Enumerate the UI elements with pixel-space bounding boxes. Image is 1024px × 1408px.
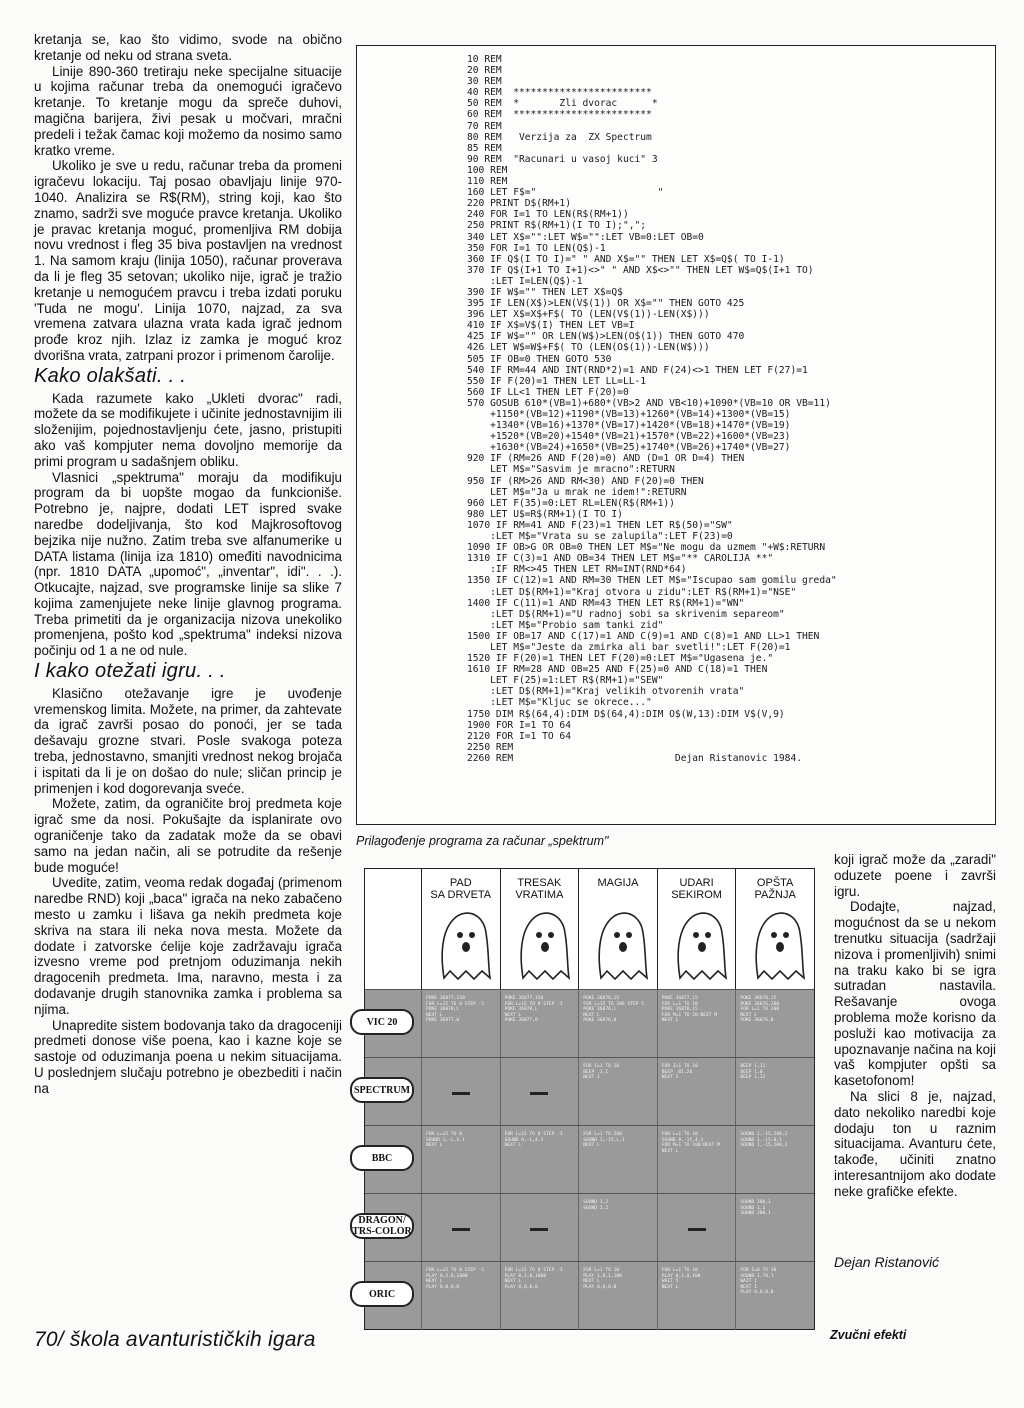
code-line: 1520 IF F(20)=1 THEN LET F(20)=0:LET M$="Ugasena je." — [467, 653, 774, 665]
code-line: 540 IF RM=44 AND INT(RND*2)=1 AND F(24)<>1 THEN LET F(27)=1 — [467, 364, 808, 376]
code-line: :LET D$(RM+1)="Kraj otvora u zidu":LET R$(RM+1)="NSE" — [467, 586, 797, 598]
table-cell — [421, 1194, 500, 1262]
section-heading: Kako olakšati. . . — [34, 364, 187, 387]
paragraph: kretanja se, kao što vidimo, svode na obično kretanje od neku od strana sveta. — [34, 32, 342, 63]
table-cell — [500, 1194, 579, 1262]
code-line: 60 REM ************************ — [467, 109, 652, 121]
code-line: +1630*(VB=24)+1650*(VB=25)+1740*(VB=26)+1740*(VB=27) — [467, 442, 791, 454]
code-line: LET M$="Jeste da zmirka ali bar svetli!":LET F(20)=1 — [467, 641, 791, 653]
table-cell: POKE 36878,15 POKE 36876,200 FOR L=1 TO 200 NEXT L POKE 36876,0 — [735, 990, 814, 1058]
code-line: 1500 IF OB=17 AND C(17)=1 AND C(9)=1 AND C(8)=1 AND LL>1 THEN — [467, 630, 820, 642]
code-line: LET M$="Sasvim je mracno":RETURN — [467, 464, 675, 476]
left-text-column — [34, 32, 342, 1097]
code-line: 2250 REM — [467, 741, 514, 753]
code-line: 1310 IF C(3)=1 AND OB=34 THEN LET M$="** CAROLIJA **" — [467, 553, 774, 565]
ghost-illustration-icon — [434, 903, 494, 983]
table-cell: FOR L=15 TO 0 STEP -1 PLAY 0,2,0,1000 NEXT L PLAY 0,0,0,0 — [421, 1262, 500, 1330]
table-cell: SOUND 200,1 SOUND 1,1 SOUND 200,1 — [735, 1194, 814, 1262]
table-cell — [421, 1058, 500, 1126]
table-header-cell — [422, 869, 501, 989]
ghost-illustration-icon — [591, 903, 651, 983]
code-line: 340 LET X$="":LET W$="":LET VB=0:LET OB=0 — [467, 231, 704, 243]
table-row — [365, 1057, 814, 1126]
code-line: 396 LET X$=X$+F$( TO (LEN(V$(1))-LEN(X$))) — [467, 309, 710, 321]
computer-label: BBC — [350, 1145, 414, 1171]
table-cell: FOR L=15 TO 0 STEP -3 PLAY 0,2,0,1000 NEXT L PLAY 0,0,0,0 — [500, 1262, 579, 1330]
code-line: 30 REM — [467, 76, 502, 88]
code-line: 10 REM — [467, 54, 502, 65]
header-label: PAD SA DRVETA — [430, 877, 492, 901]
code-line: 1900 FOR I=1 TO 64 — [467, 719, 571, 731]
header-label: MAGIJA — [597, 877, 639, 889]
table-cell: BEEP 1,12 BEEP 1,0 BEEP 1,12 — [735, 1058, 814, 1126]
code-line: 1070 IF RM=41 AND F(23)=1 THEN LET R$(50)="SW" — [467, 519, 733, 531]
table-cell: POKE 36877,150 FOR L=15 TO 0 STEP -3 POKE 36878,L NEXT L POKE 36877,0 — [500, 990, 579, 1058]
header-corner — [365, 869, 422, 989]
code-line: 2120 FOR I=1 TO 64 — [467, 730, 571, 742]
table-cell — [657, 1194, 736, 1262]
code-line: 40 REM ************************ — [467, 87, 652, 99]
paragraph: Linije 890-360 tretiraju neke specijalne situacije u kojima računar treba da onemogući igračevo kretanje. To kretanje mogu da spreče duhovi, magična barijera, živi pesak u močvari, mračni predeli i težak čamac koji možemo da nosimo samo kratko vreme. — [34, 63, 342, 158]
table-body — [365, 989, 814, 1329]
table-cell: POKE 36877,15 FOR L=1 TO 10 POKE 36878,15 FOR M=1 TO 20:NEXT M NEXT L — [657, 990, 736, 1058]
code-line: 80 REM Verzija za ZX Spectrum — [467, 131, 652, 143]
code-line: +1150*(VB=12)+1190*(VB=13)+1260*(VB=14)+1300*(VB=15) — [467, 409, 791, 420]
computer-label: DRAGON/ TRS-COLOR — [350, 1213, 414, 1239]
paragraph: Kada razumete kako „Ukleti dvorac" radi, možete da se modifikujete i učinite jednostavnijim ili složenijim, pojednostavljenju ćete, jasno, pristupiti ako vaš kompjuter nema dovoljno memorije da primi program u sadašnjem obliku. — [34, 390, 342, 469]
table-cell: FOR I=1 TO 10 BEEP .01,20 NEXT I — [657, 1058, 736, 1126]
code-line: 90 REM "Racunari u vasoj kuci" 3 — [467, 153, 658, 165]
code-line: 20 REM — [467, 65, 502, 77]
header-label: UDARI SEKIROM — [671, 877, 722, 901]
paragraph: Na slici 8 je, najzad, dato nekoliko naredbi koje dodaju ton u raznim situacijama. Avanturu ćete, takođe, učiniti znatno interesantnijom ako dodate neke grafičke efekte. — [834, 1088, 996, 1199]
code-line: 920 IF (RM=26 AND F(20)=0) AND (D=1 OR D=4) THEN — [467, 453, 745, 465]
paragraph: Ukoliko je sve u redu, računar treba da promeni igračevu lokaciju. Taj posao obavljaju linije 970-1040. Analizira se R$(RM), string koji, kao što znamo, sadrži sve moguće pravce kretanja. Ukoliko je pravac kretanja moguć, promenljiva RM dobija novu vrednost i fleg 35 biva postavljen na vrednost 1. Na samom kraju (linija 1050), računar proverava da li je fleg 35 setovan; ukoliko nije, igrač je tražio kretanje u nemogućem pravcu i treba izdati poruku 'Tuda ne mogu'. Linija 1070, najzad, za sva vremena zatvara ulazna vrata kada igrač jednom prođe kroz njih. Izlaz iz zamka je moguć kroz dvorišna vrata, zatrpani prozor i primenom čarolije. — [34, 158, 342, 363]
table-cell: POKE 36877,150 FOR L=15 TO 0 STEP -1 POKE 36878,L NEXT L POKE 36877,0 — [421, 990, 500, 1058]
code-line: LET M$="Ja u mrak ne idem!":RETURN — [467, 486, 687, 498]
table-cell: FOR L=15 TO 0 SOUND 1,-L,4,1 NEXT L — [421, 1126, 500, 1194]
code-line: 160 LET F$=" " — [467, 187, 664, 199]
table-row — [365, 1261, 814, 1330]
ghost-illustration-icon — [670, 903, 730, 983]
table-header-cell — [501, 869, 580, 989]
code-line: 560 IF LL<1 THEN LET F(20)=0 — [467, 386, 629, 398]
listing-caption: Prilagođenje programa za računar „spektrum" — [356, 834, 609, 848]
table-cell: FOR L=15 TO 0 STEP -3 SOUND 0,-L,4,1 NEXT L — [500, 1126, 579, 1194]
figure-caption: Zvučni efekti — [830, 1328, 907, 1342]
code-line: 50 REM * Zli dvorac * — [467, 98, 658, 110]
code-line: 395 IF LEN(X$)>LEN(V$(1)) OR X$="" THEN GOTO 425 — [467, 298, 745, 310]
table-cell: FOR I=1 TO 20 BEEP .1,I NEXT I — [578, 1058, 657, 1126]
sound-table-frame — [364, 868, 815, 1330]
code-line: 1350 IF C(12)=1 AND RM=30 THEN LET M$="Iscupao sam gomilu greda" — [467, 575, 837, 587]
code-line: 350 FOR I=1 TO LEN(Q$)-1 — [467, 242, 606, 254]
code-line: +1520*(VB=20)+1540*(VB=21)+1570*(VB=22)+1600*(VB=23) — [467, 431, 791, 443]
table-cell: POKE 36876,15 FOR L=15 TO 200 STEP 5 POKE 36876,L NEXT L POKE 36876,0 — [578, 990, 657, 1058]
program-listing — [356, 45, 996, 825]
code-line: 570 GOSUB 610*(VB=1)+680*(VB>2 AND VB<10)+1090*(VB=10 OR VB=11) — [467, 397, 831, 409]
code-line: 220 PRINT D$(RM+1) — [467, 198, 571, 210]
code-line: 85 REM — [467, 142, 502, 154]
ghost-illustration-icon — [748, 903, 808, 983]
code-line: :LET M$="Kljuc se okrece..." — [467, 697, 652, 709]
code-line: 950 IF (RM>26 AND RM<30) AND F(20)=0 THEN — [467, 475, 704, 487]
paragraph: Vlasnici „spektruma" moraju da modifikuju program da bi uopšte mogao da funkcioniše. Potrebno je, najpre, dodati LET ispred svake naredbe dodeljivanja, što kod Majkrosoftovog bejzika nije nužno. Zatim treba sve alfanumerike u DATA listama (linija iza 1810) omeđiti navodnicima (npr. 1810 DATA „upomoć", „inventar", idi". . .). Otkucajte, najzad, sve programske linije sa slike 7 kojima zamenjujete neke linije glavnog programa. Treba primetiti da je organizacija nizova unekoliko promenjena, pošto kod „spektruma" indeksi nizova počinju od 1 a ne od nule. — [34, 469, 342, 659]
code-line: 1400 IF C(11)=1 AND RM=43 THEN LET R$(RM+1)="WN" — [467, 597, 745, 609]
computer-label: VIC 20 — [350, 1009, 414, 1035]
code-line: 370 IF Q$(I+1 TO I+1)<>" " AND X$<>"" THEN LET W$=Q$(I+1 TO) — [467, 264, 814, 276]
author-signature: Dejan Ristanović — [834, 1254, 940, 1270]
code-line: :LET I=LEN(Q$)-1 — [467, 275, 583, 287]
code-line: :LET D$(RM+1)="U radnoj sobi sa skrivenim separeom" — [467, 608, 785, 620]
table-header-row — [365, 869, 814, 989]
table-header-cell — [579, 869, 658, 989]
code-line: 410 IF X$=V$(I) THEN LET VB=I — [467, 320, 635, 332]
code-line: 1750 DIM R$(64,4):DIM D$(64,4):DIM O$(W,13):DIM V$(V,9) — [467, 708, 785, 720]
table-cell: SOUND 1,2 SOUND 2,2 — [578, 1194, 657, 1262]
table-row — [365, 1193, 814, 1262]
table-cell: FOR L=1 TO 10 PLAY 0,2,0,100 WAIT 5 NEXT L — [657, 1262, 736, 1330]
table-cell: SOUND 1,-15,200,2 SOUND 1,-15,0,1 SOUND 1,-15,200,2 — [735, 1126, 814, 1194]
code-line: 1610 IF RM=28 AND OB=25 AND F(25)=0 AND C(18)=1 THEN — [467, 664, 768, 676]
code-line: 426 LET W$=W$+F$( TO (LEN(O$(1))-LEN(W$))) — [467, 342, 710, 354]
right-text-column — [834, 852, 996, 1200]
code-line: :LET M$="Vrata su se zalupila":LET F(23)=0 — [467, 531, 733, 543]
table-cell: FOR I=0 TO 30 SOUND 1,70,1 WAIT 1 NEXT I PLAY 0,0,0,0 — [735, 1262, 814, 1330]
ghost-illustration-icon — [513, 903, 573, 983]
table-cell: FOR L=1 TO 10 PLAY 1,0,1,100 NEXT L PLAY 0,0,0,0 — [578, 1262, 657, 1330]
computer-label: ORIC — [350, 1281, 414, 1307]
code-line: 70 REM — [467, 120, 502, 132]
code-line: :IF RM<>45 THEN LET RM=INT(RND*64) — [467, 564, 687, 576]
code-line: 980 LET U$=R$(RM+1)(I TO I) — [467, 508, 623, 520]
code-line: 425 IF W$="" OR LEN(W$)>LEN(O$(1)) THEN GOTO 470 — [467, 331, 745, 343]
section-heading: I kako otežati igru. . . — [34, 660, 226, 683]
paragraph: Dodajte, najzad, mogućnost da se u nekom trenutku situacija (sadržaji nizova i promenljivih) snimi na traku kako bi se igra sutradan nastavila. Rešavanje ovoga problema može korisno da posluži kao motivacija za upoznavanje načina na koji vaš kompjuter opšti sa kasetofonom! — [834, 899, 996, 1089]
table-cell: FOR L=1 TO 200 SOUND 1,-15,L,1 NEXT L — [578, 1126, 657, 1194]
paragraph: Uvedite, zatim, veoma redak događaj (primenom naredbe RND) koji „baca" igrača na neko zabačeno mesto u zamku i lišava ga nekih predmeta koje skriva na stara ili neka nova mesta. Možete da dodate i zatvorske ćelije koje zadržavaju igrača izvesno vreme pod pretnjom oduzimanja nekih dragocenih predmeta. Ima, naravno, mesta i za dodavanje drugih stanovnika zamka i problema sa njima. — [34, 875, 342, 1017]
page-footer: 70/ škola avanturističkih igara — [34, 1328, 316, 1351]
paragraph: Unapredite sistem bodovanja tako da dragoceniji predmeti donose više poena, kao i kazne koje se sastoje od oduzimanja poena u nekim situacijama. U poslednjem slučaju potrebno je obezbediti i način na — [34, 1017, 342, 1096]
code-line: 550 IF F(20)=1 THEN LET LL=LL-1 — [467, 375, 647, 387]
code-line: 250 PRINT R$(RM+1)(I TO I);","; — [467, 220, 647, 232]
code-line: 960 LET F(35)=0:LET RL=LEN(R$(RM+1)) — [467, 497, 675, 509]
code-line: :LET M$="Probio sam tanki zid" — [467, 619, 664, 631]
table-header-cell — [736, 869, 814, 989]
header-label: TRESAK VRATIMA — [515, 877, 564, 901]
code-line: 360 IF Q$(I TO I)=" " AND X$="" THEN LET X$=Q$( TO I-1) — [467, 253, 785, 265]
paragraph: Klasično otežavanje igre je uvođenje vremenskog limita. Možete, na primer, da zahtevate da igrač završi posao do ponoći, jer se tada dešavaju grozne stvari. Posle svakoga poteza treba, jednostavno, smanjiti vrednost nekog brojača i ispitati da li je on došao do nule; sličan princip je primenjen i kod dogorevanja sveće. — [34, 685, 342, 796]
code-line: 1090 IF OB>G OR OB=0 THEN LET M$="Ne mogu da uzmem "+W$:RETURN — [467, 542, 826, 554]
code-line: 110 REM — [467, 176, 508, 188]
code-line: 100 REM — [467, 164, 508, 176]
code-line: :LET D$(RM+1)="Kraj velikih otvorenih vrata" — [467, 686, 745, 698]
header-label: OPŠTA PAŽNJA — [754, 877, 796, 901]
code-line: 2260 REM Dejan Ristanovic 1984. — [467, 752, 803, 764]
sound-effects-table — [350, 862, 818, 1330]
code-line: 505 IF OB=0 THEN GOTO 530 — [467, 353, 612, 365]
code-line: 390 IF W$="" THEN LET X$=Q$ — [467, 286, 623, 298]
code-line: LET F(25)=1:LET R$(RM+1)="SEW" — [467, 675, 664, 687]
table-cell: FOR L=1 TO 10 SOUND 0,-15,4,1 FOR M=1 TO 100:NEXT M NEXT L — [657, 1126, 736, 1194]
table-cell — [500, 1058, 579, 1126]
code-line: 240 FOR I=1 TO LEN(R$(RM+1)) — [467, 209, 629, 221]
paragraph: Možete, zatim, da ograničite broj predmeta koje igrač sme da nosi. Pokušajte da isplanirate ovo ograničenje tako da zadatak može da se obavi samo na jedan način, ali se potrudite da rešenje bude moguće! — [34, 796, 342, 875]
computer-label: SPECTRUM — [350, 1077, 414, 1103]
table-header-cell — [658, 869, 737, 989]
table-row — [365, 989, 814, 1058]
paragraph: koji igrač može da „zaradi" oduzete poene i završi igru. — [834, 852, 996, 899]
table-row — [365, 1125, 814, 1194]
code-line: +1340*(VB=16)+1370*(VB=17)+1420*(VB=18)+1470*(VB=19) — [467, 420, 791, 432]
